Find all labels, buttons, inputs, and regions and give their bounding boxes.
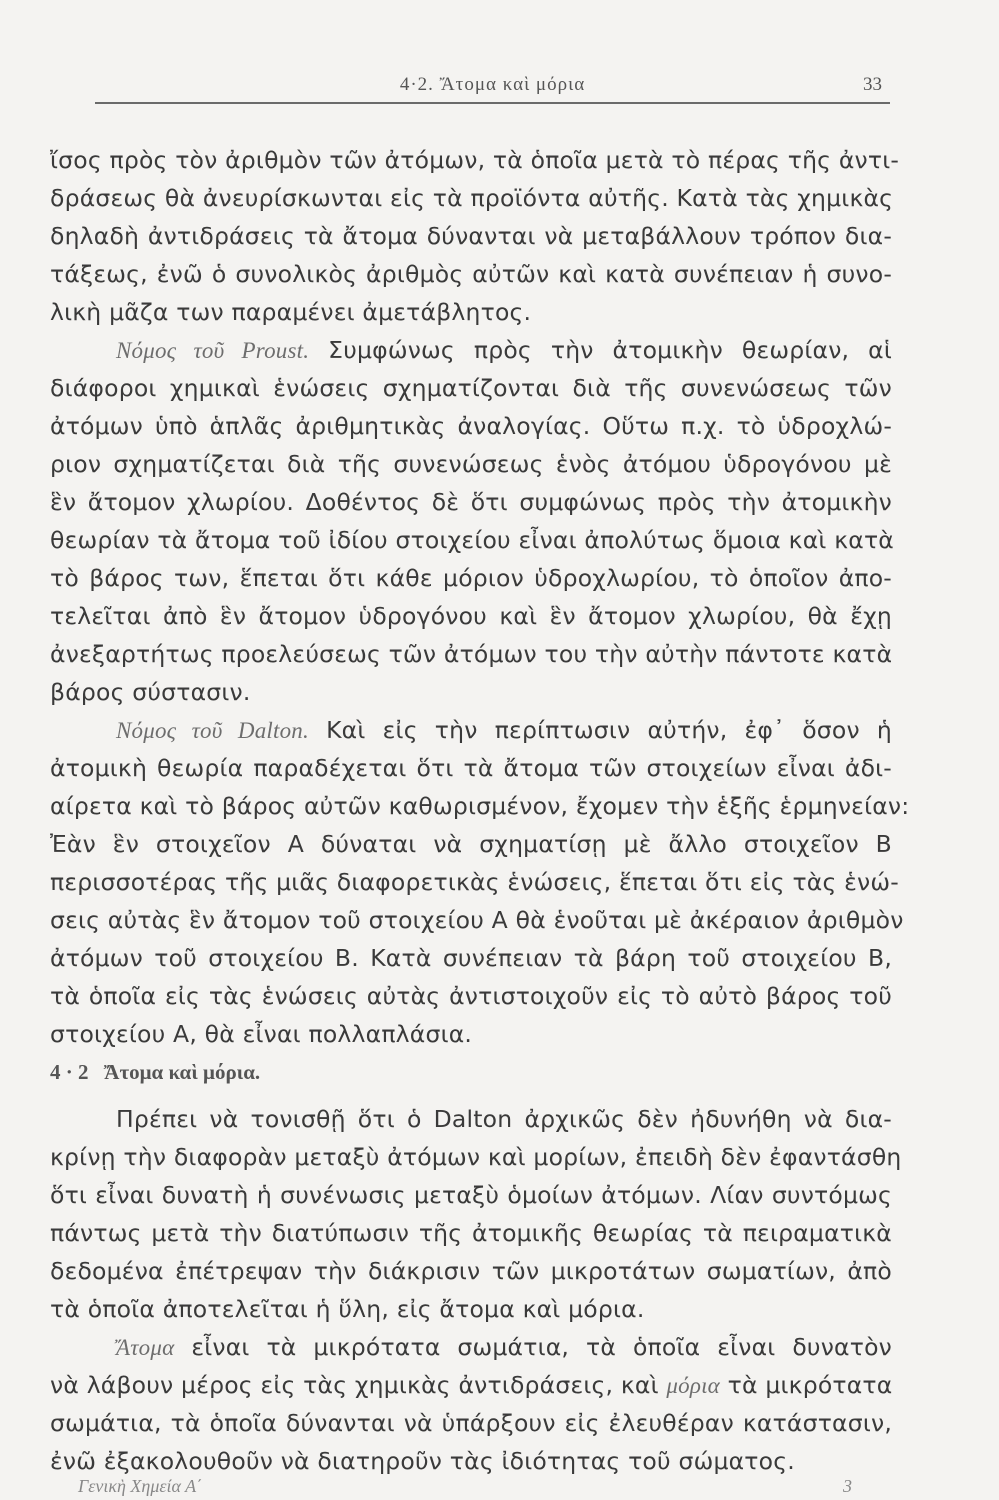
text-span: Συμφώνως πρὸς τὴν ἀτομικὴν θεωρίαν, αἱ bbox=[309, 336, 892, 364]
text-line: σωμάτια, τὰ ὁποῖα δύνανται νὰ ὑπάρξουν εἰς ἐλευθέραν κατάστασιν, bbox=[50, 1409, 892, 1437]
text-line: δεδομένα ἐπέτρεψαν τὴν διάκρισιν τῶν μικροτάτων σωματίων, ἀπὸ bbox=[50, 1257, 892, 1285]
text-line: Πρέπει νὰ τονισθῇ ὅτι ὁ Dalton ἀρχικῶς δὲν ἠδυνήθη νὰ δια- bbox=[116, 1105, 892, 1133]
law-title-proust: Νόμος τοῦ Proust. bbox=[116, 338, 310, 363]
text-line: αίρετα καὶ τὸ βάρος αὐτῶν καθωρισμένον, ἔχομεν τὴν ἑξῆς ἑρμηνείαν: bbox=[50, 792, 910, 820]
section-heading bbox=[50, 1060, 260, 1085]
text-line: ἀνεξαρτήτως προελεύσεως τῶν ἀτόμων του τὴν αὐτὴν πάντοτε κατὰ bbox=[50, 640, 893, 668]
text-line: ἓν ἄτομον χλωρίου. Δοθέντος δὲ ὅτι συμφώνως πρὸς τὴν ἀτομικὴν bbox=[50, 488, 892, 516]
term-atoms: Ἄτομα bbox=[116, 1335, 175, 1360]
text-line: τάξεως, ἐνῶ ὁ συνολικὸς ἀριθμὸς αὐτῶν καὶ κατὰ συνέπειαν ἡ συνο- bbox=[50, 260, 892, 288]
text-line: ἀτομικὴ θεωρία παραδέχεται ὅτι τὰ ἄτομα τῶν στοιχείων εἶναι ἀδι- bbox=[50, 754, 892, 782]
term-molecules: μόρια bbox=[666, 1373, 720, 1398]
paragraph-first-line bbox=[116, 335, 892, 366]
text-line: στοιχείου Α, θὰ εἶναι πολλαπλάσια. bbox=[50, 1020, 473, 1048]
section-number: 4 · 2 bbox=[50, 1060, 89, 1084]
text-line: τελεῖται ἀπὸ ἓν ἄτομον ὑδρογόνου καὶ ἓν ἄτομον χλωρίου, θὰ ἔχῃ bbox=[50, 602, 892, 630]
law-title-dalton: Νόμος τοῦ Dalton. bbox=[116, 718, 309, 743]
section-title: Ἄτομα καὶ μόρια. bbox=[103, 1060, 261, 1084]
text-line: σεις αὐτὰς ἓν ἄτομον τοῦ στοιχείου Α θὰ ἑνοῦται μὲ ἀκέραιον ἀριθμὸν bbox=[50, 906, 904, 934]
text-line: τὸ βάρος των, ἕπεται ὅτι κάθε μόριον ὑδροχλωρίου, τὸ ὁποῖον ἀπο- bbox=[50, 564, 892, 592]
running-title-number: 4·2. bbox=[399, 74, 434, 95]
text-line: δράσεως θὰ ἀνευρίσκωνται εἰς τὰ προϊόντα αὐτῆς. Κατὰ τὰς χημικὰς bbox=[50, 184, 894, 212]
text-line: δηλαδὴ ἀντιδράσεις τὰ ἄτομα δύνανται νὰ μεταβάλλουν τρόπον δια- bbox=[50, 222, 892, 250]
text-line: ἀτόμων τοῦ στοιχείου Β. Κατὰ συνέπειαν τὰ βάρη τοῦ στοιχείου Β, bbox=[50, 944, 892, 972]
text-line: περισσοτέρας τῆς μιᾶς διαφορετικὰς ἑνώσεις, ἕπεται ὅτι εἰς τὰς ἑνώ- bbox=[50, 868, 899, 896]
text-line: λικὴ μᾶζα των παραμένει ἀμετάβλητος. bbox=[50, 298, 532, 326]
paragraph-first-line bbox=[116, 715, 892, 746]
footer-signature: 3 bbox=[843, 1476, 852, 1496]
text-line: τὰ ὁποῖα εἰς τὰς ἑνώσεις αὐτὰς ἀντιστοιχοῦν εἰς τὸ αὐτὸ βάρος τοῦ bbox=[50, 982, 892, 1010]
text-span: νὰ λάβουν μέρος εἰς τὰς χημικὰς ἀντιδράσεις, καὶ bbox=[50, 1371, 667, 1399]
text-span: τὰ μικρότατα bbox=[719, 1371, 893, 1399]
footer-book-title: Γενικὴ Χημεία Α΄ bbox=[78, 1476, 203, 1496]
text-line: ἴσος πρὸς τὸν ἀριθμὸν τῶν ἀτόμων, τὰ ὁποῖα μετὰ τὸ πέρας τῆς ἀντι- bbox=[50, 146, 900, 174]
text-line: ἐνῶ ἐξακολουθοῦν νὰ διατηροῦν τὰς ἰδιότητας τοῦ σώματος. bbox=[50, 1447, 795, 1475]
paragraph-first-line bbox=[116, 1332, 892, 1363]
text-line: βάρος σύστασιν. bbox=[50, 678, 251, 706]
text-line: ἀτόμων ὑπὸ ἁπλᾶς ἀριθμητικὰς ἀναλογίας. Οὕτω π.χ. τὸ ὑδροχλώ- bbox=[50, 412, 892, 440]
page-number: 33 bbox=[863, 74, 882, 95]
text-span: Καὶ εἰς τὴν περίπτωσιν αὐτήν, ἐφ᾽ ὅσον ἡ bbox=[308, 716, 892, 744]
text-line: διάφοροι χημικαὶ ἑνώσεις σχηματίζονται διὰ τῆς συνενώσεως τῶν bbox=[50, 374, 892, 402]
text-line: Ἐὰν ἓν στοιχεῖον Α δύναται νὰ σχηματίσῃ μὲ ἄλλο στοιχεῖον Β bbox=[50, 830, 892, 858]
running-title-text: Ἄτομα καὶ μόρια bbox=[439, 74, 586, 95]
text-line: ριον σχηματίζεται διὰ τῆς συνενώσεως ἑνὸς ἀτόμου ὑδρογόνου μὲ bbox=[50, 450, 892, 478]
running-header bbox=[95, 74, 890, 104]
text-line: πάντως μετὰ τὴν διατύπωσιν τῆς ἀτομικῆς θεωρίας τὰ πειραματικὰ bbox=[50, 1219, 892, 1247]
running-title bbox=[95, 74, 890, 96]
text-line: κρίνῃ τὴν διαφορὰν μεταξὺ ἀτόμων καὶ μορίων, ἐπειδὴ δὲν ἐφαντάσθη bbox=[50, 1143, 902, 1171]
text-line: τὰ ὁποῖα ἀποτελεῖται ἡ ὕλη, εἰς ἄτομα καὶ μόρια. bbox=[50, 1295, 645, 1323]
text-line bbox=[50, 1370, 892, 1401]
text-line: ὅτι εἶναι δυνατὴ ἡ συνένωσις μεταξὺ ὁμοίων ἀτόμων. Λίαν συντόμως bbox=[50, 1181, 892, 1209]
text-line: θεωρίαν τὰ ἄτομα τοῦ ἰδίου στοιχείου εἶναι ἀπολύτως ὅμοια καὶ κατὰ bbox=[50, 526, 894, 554]
text-span: εἶναι τὰ μικρότατα σωμάτια, τὰ ὁποῖα εἶναι δυνατὸν bbox=[174, 1333, 892, 1361]
